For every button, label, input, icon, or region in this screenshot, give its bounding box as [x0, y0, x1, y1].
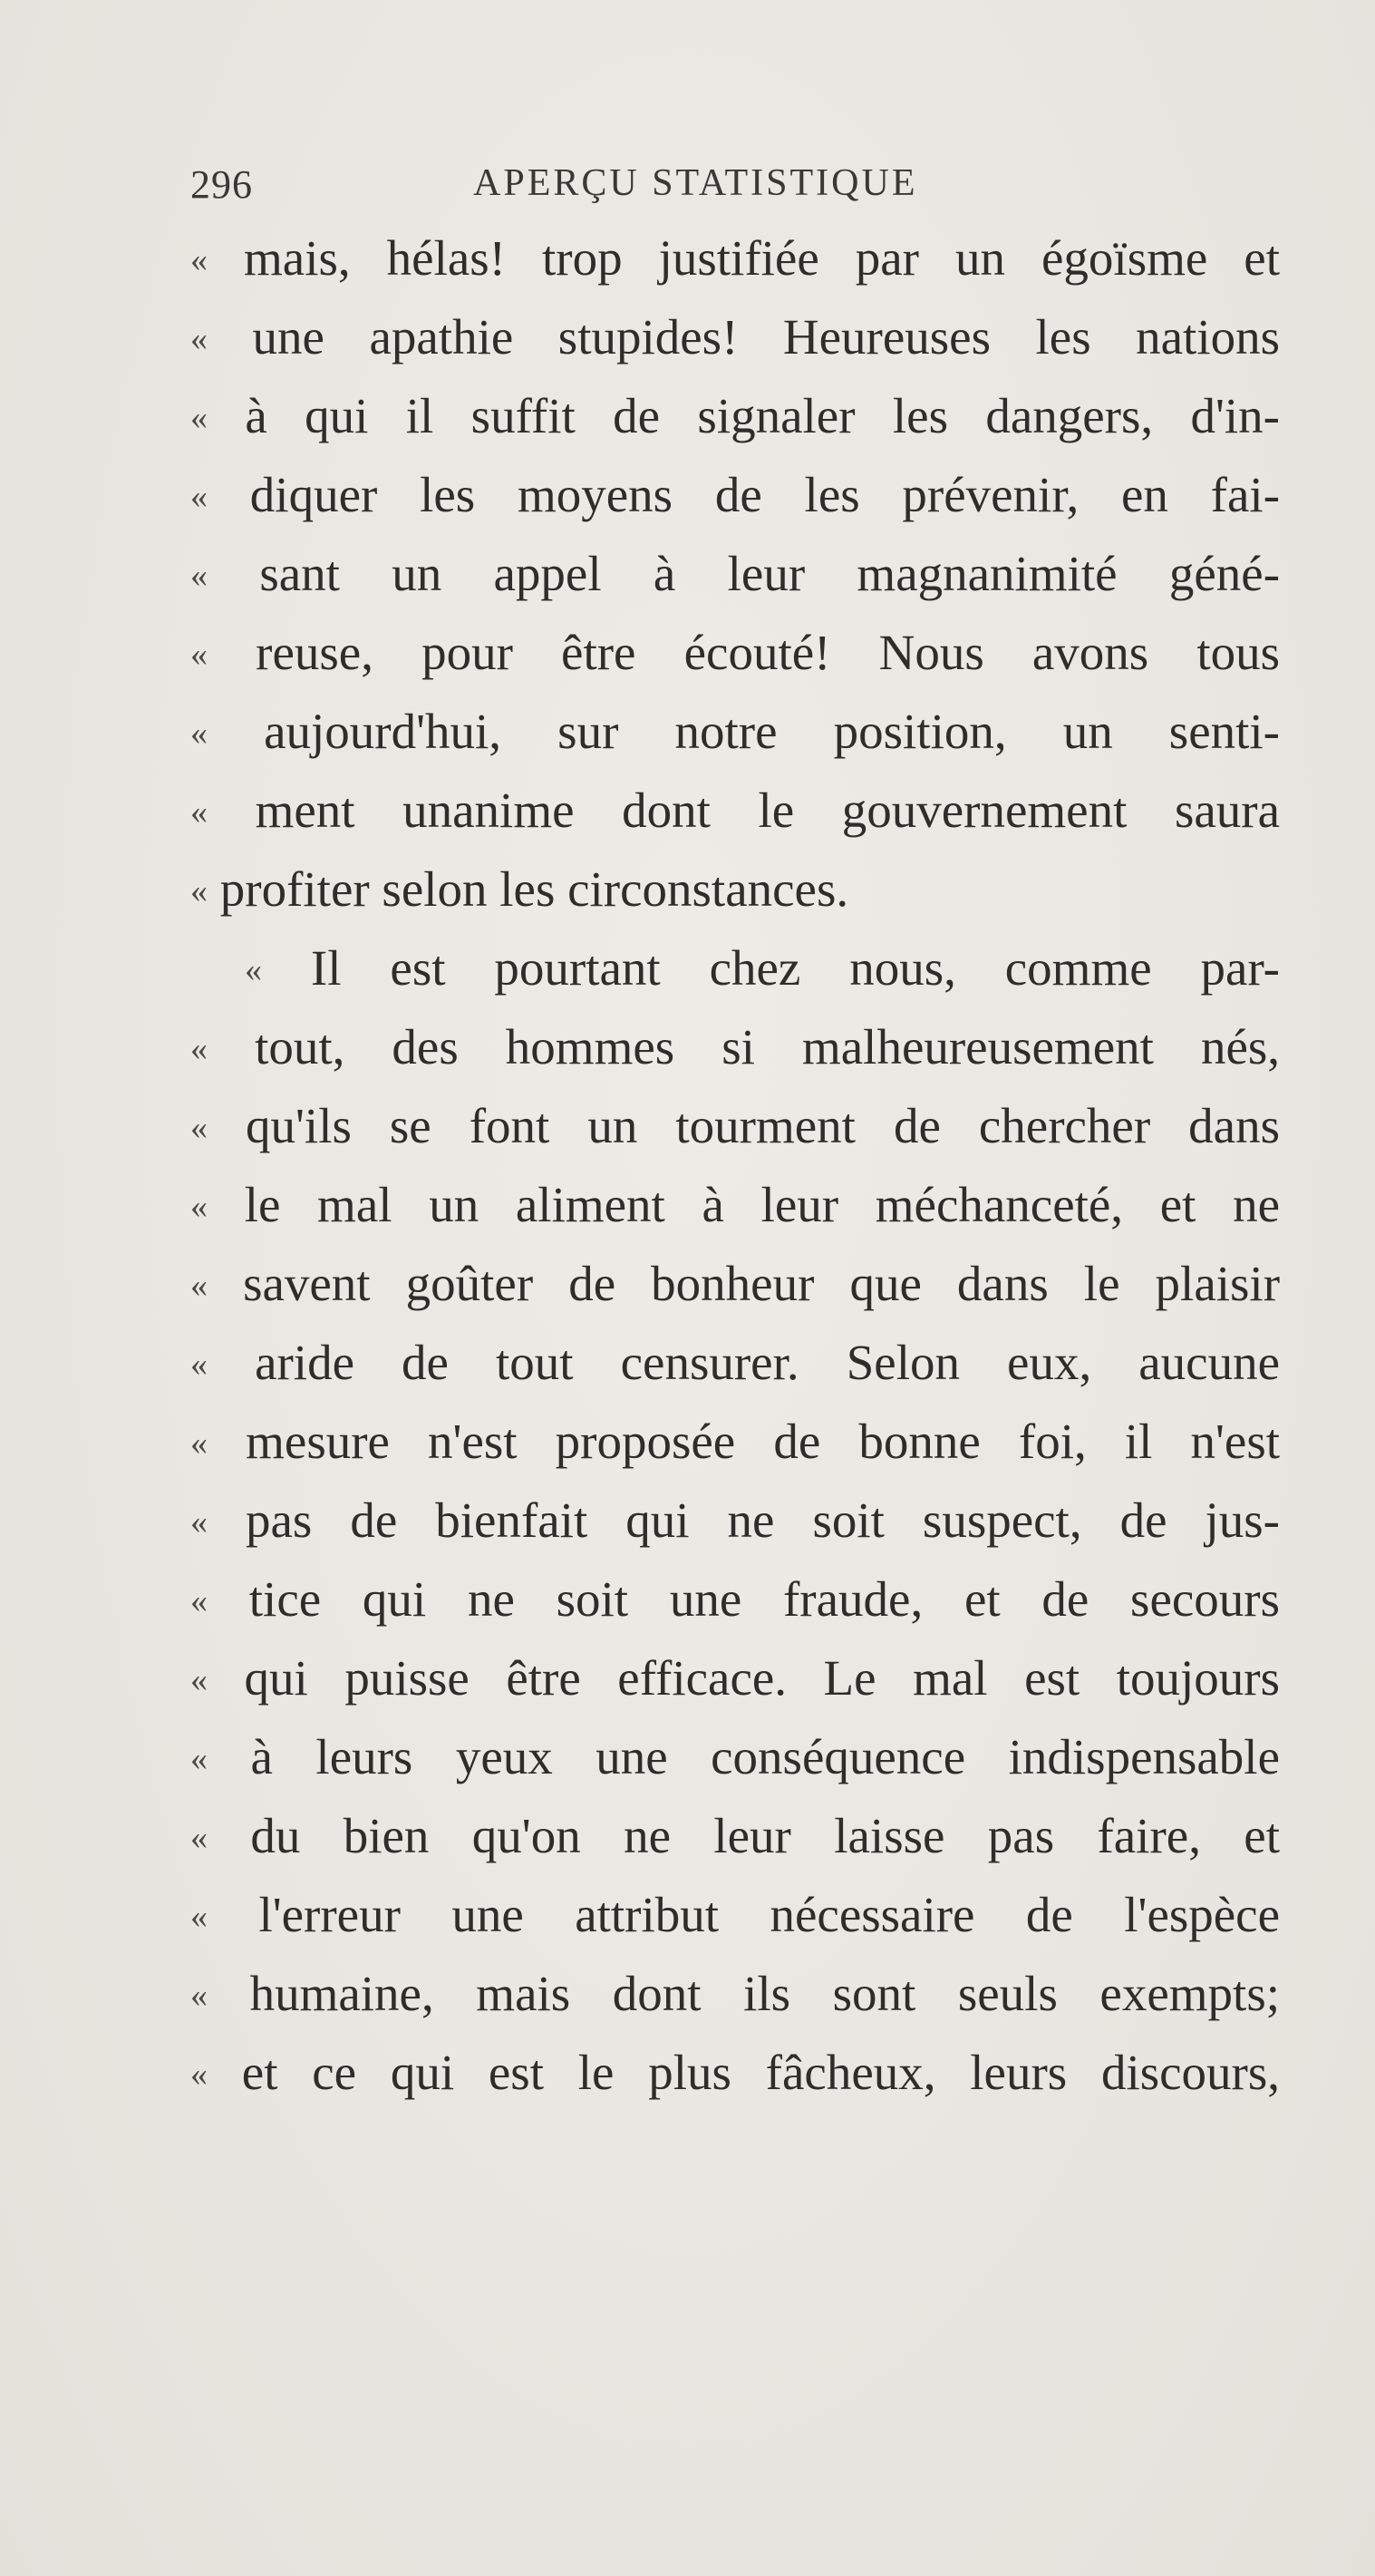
page-header	[190, 161, 1305, 216]
quote-mark: «	[190, 1661, 208, 1699]
text-line	[190, 459, 1280, 531]
page-number: 296	[190, 162, 253, 207]
quote-mark: «	[190, 1267, 208, 1305]
text-line	[190, 1800, 1280, 1872]
quote-mark: «	[190, 1582, 208, 1620]
quote-mark: «	[190, 478, 208, 516]
quote-mark: «	[190, 636, 208, 674]
text-line	[190, 1642, 1280, 1715]
line-text: qu'ils se font un tourment de chercher dans	[246, 1098, 1280, 1153]
line-text: une apathie stupides! Heureuses les nations	[252, 309, 1281, 365]
quote-mark: «	[190, 320, 208, 358]
running-title: APERÇU STATISTIQUE	[473, 162, 918, 204]
text-line	[190, 301, 1280, 374]
text-line	[190, 695, 1280, 768]
line-text: aride de tout censurer. Selon eux, aucune	[255, 1335, 1280, 1390]
quote-mark: «	[190, 1030, 208, 1068]
text-line	[190, 1879, 1280, 1951]
line-text: qui puisse être efficace. Le mal est toujours	[244, 1650, 1280, 1706]
line-text: à qui il suffit de signaler les dangers, d'in-	[245, 388, 1280, 443]
line-text: aujourd'hui, sur notre position, un senti-	[264, 704, 1280, 759]
line-text: reuse, pour être écouté! Nous avons tous	[256, 625, 1281, 680]
quote-mark: «	[190, 1188, 208, 1226]
quote-mark: «	[190, 1346, 208, 1384]
text-line	[245, 932, 1280, 1005]
quote-mark: «	[190, 399, 208, 437]
line-text: à leurs yeux une conséquence indispensable	[250, 1729, 1280, 1784]
text-line	[190, 1090, 1280, 1162]
text-line	[190, 222, 1280, 295]
line-text: mais, hélas! trop justifiée par un égoïsme et	[244, 230, 1281, 286]
quote-mark: «	[190, 793, 208, 831]
line-text: savent goûter de bonheur que dans le plaisir	[243, 1256, 1281, 1311]
text-line	[190, 380, 1280, 452]
text-line	[190, 1958, 1280, 2030]
line-text: tout, des hommes si malheureusement nés,	[255, 1019, 1281, 1074]
line-text: l'erreur une attribut nécessaire de l'espèce	[258, 1887, 1281, 1942]
line-text: pas de bienfait qui ne soit suspect, de jus-	[246, 1492, 1280, 1548]
quote-mark: «	[190, 1819, 208, 1857]
text-line	[190, 1011, 1280, 1084]
line-text: et ce qui est le plus fâcheux, leurs discours,	[241, 2045, 1281, 2100]
text-line	[190, 1405, 1280, 1478]
line-text: profiter selon les circonstances.	[219, 861, 849, 917]
text-line	[190, 2036, 1280, 2109]
quote-mark: «	[190, 557, 208, 595]
line-text: Il est pourtant chez nous, comme par-	[310, 940, 1280, 996]
text-line	[190, 1563, 1280, 1636]
text-line	[190, 1721, 1280, 1793]
line-text: humaine, mais dont ils sont seuls exempts;	[249, 1966, 1281, 2021]
quote-mark: «	[190, 1898, 208, 1936]
quote-mark: «	[190, 2056, 208, 2094]
line-text: tice qui ne soit une fraude, et de secours	[248, 1571, 1281, 1627]
quote-mark: «	[190, 1503, 208, 1541]
quote-mark: «	[190, 1977, 208, 2015]
text-line	[190, 1484, 1280, 1557]
line-text: ment unanime dont le gouvernement saura	[255, 783, 1280, 838]
line-text: diquer les moyens de les prévenir, en fai-	[249, 467, 1281, 522]
line-text: mesure n'est proposée de bonne foi, il n'est	[246, 1414, 1281, 1469]
text-line	[190, 1248, 1280, 1320]
quote-mark: «	[190, 241, 208, 279]
quote-mark: «	[190, 872, 208, 910]
text-line	[190, 538, 1280, 610]
quote-mark: «	[190, 1740, 208, 1778]
text-line	[190, 774, 1280, 847]
quote-mark: «	[190, 714, 208, 753]
line-text: le mal un aliment à leur méchanceté, et ne	[244, 1177, 1281, 1232]
quote-mark: «	[190, 1109, 208, 1147]
text-line	[190, 617, 1280, 689]
text-line	[190, 1169, 1280, 1241]
text-line	[190, 853, 988, 926]
line-text: du bien qu'on ne leur laisse pas faire, et	[250, 1808, 1280, 1863]
line-text: sant un appel à leur magnanimité géné-	[259, 546, 1281, 601]
quote-mark: «	[245, 951, 262, 989]
quote-mark: «	[190, 1424, 208, 1463]
text-line	[190, 1327, 1280, 1399]
